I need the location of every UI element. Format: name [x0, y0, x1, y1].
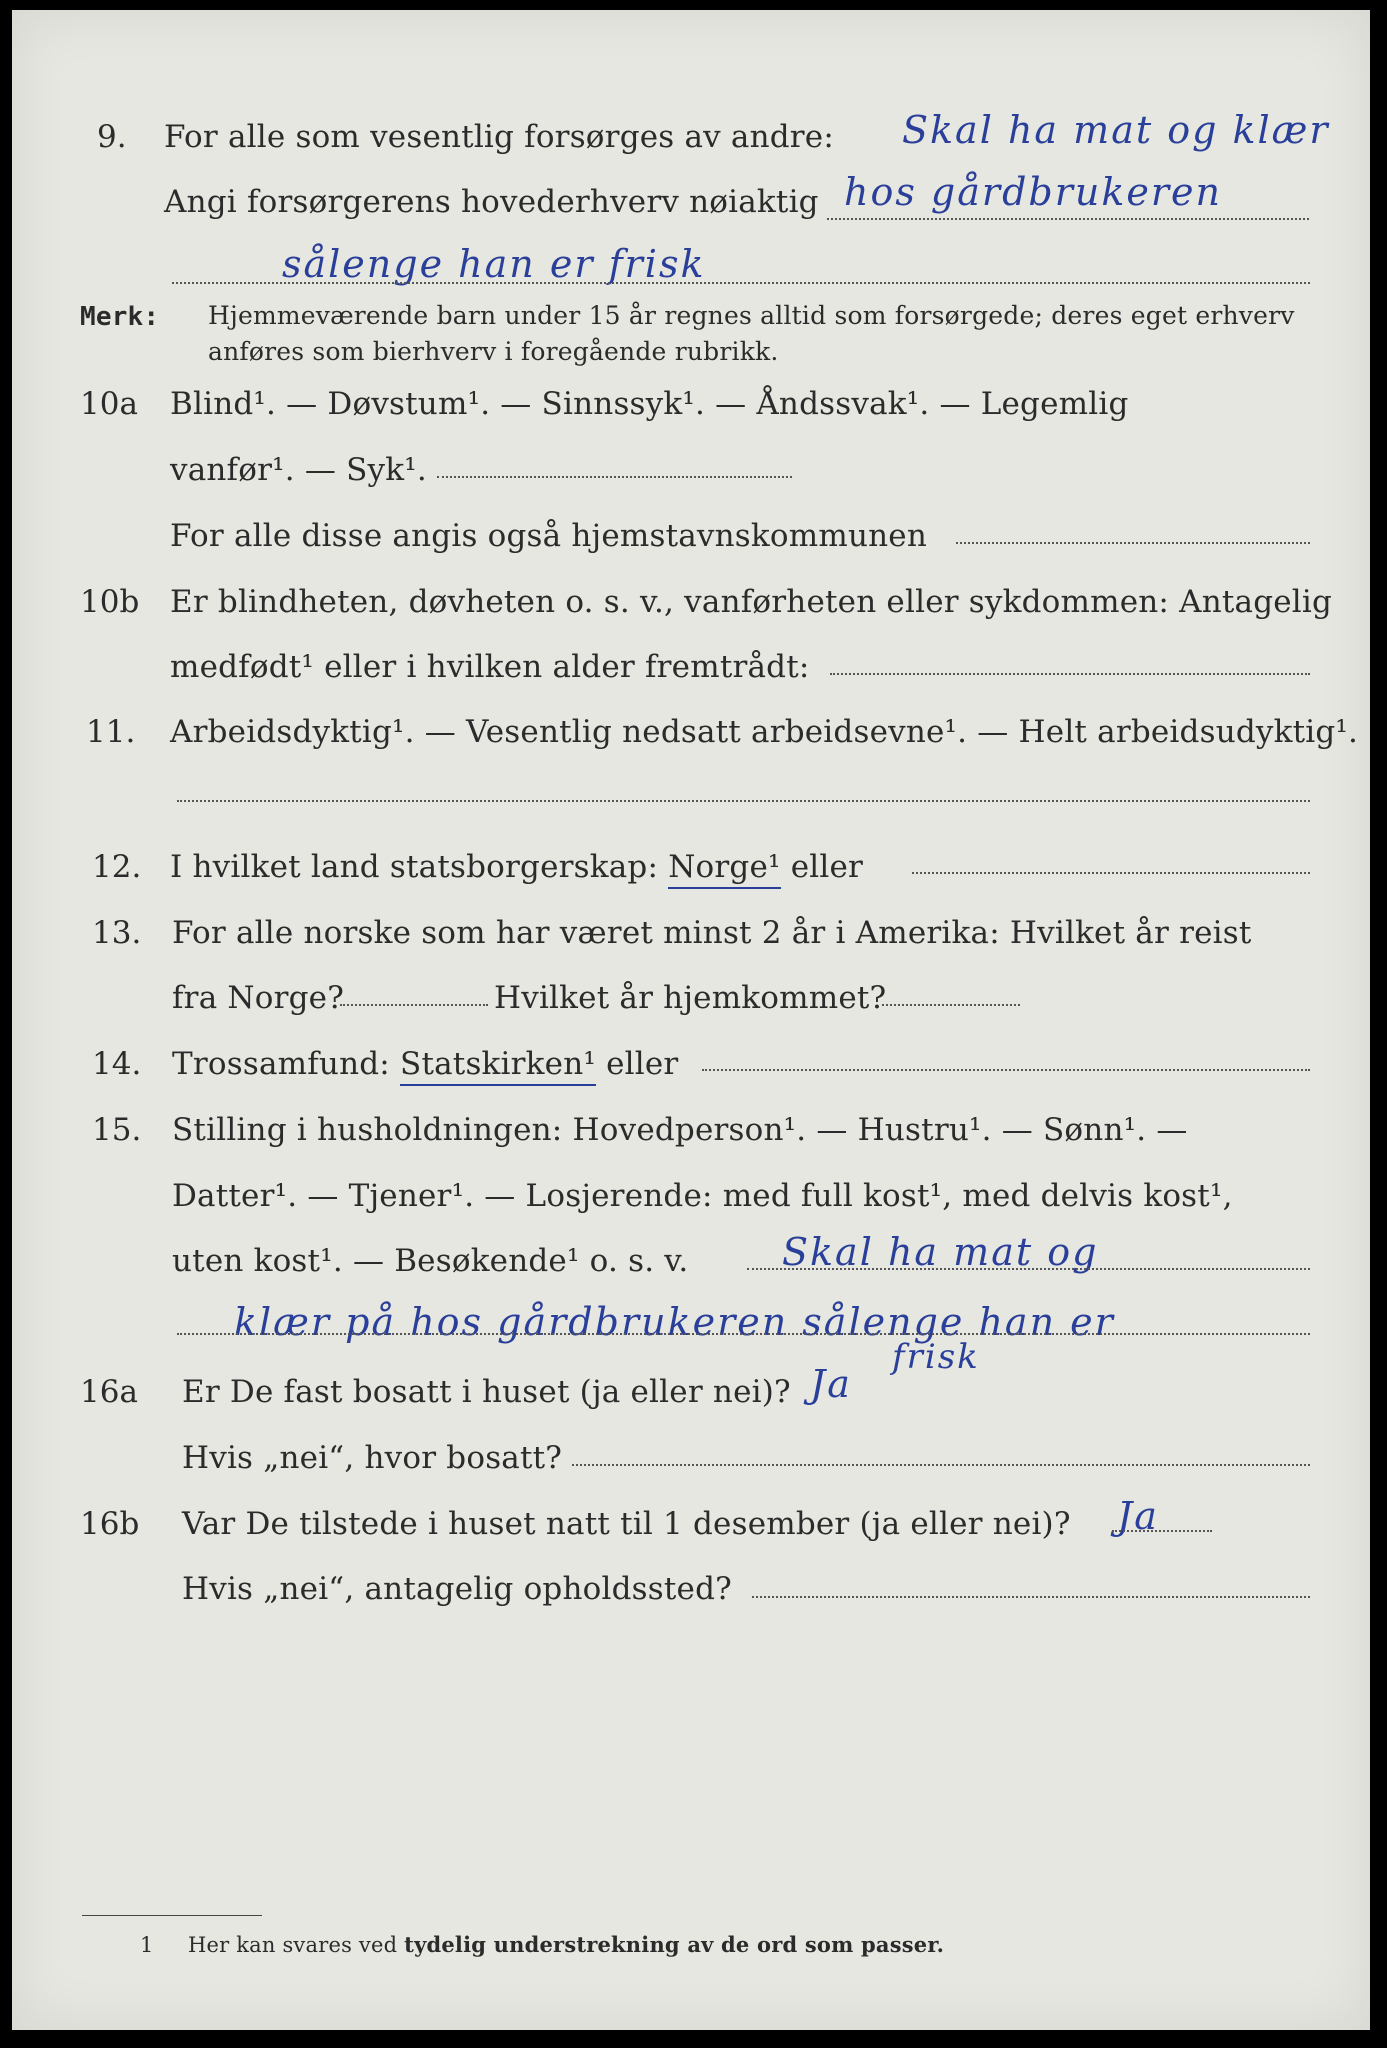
q13-line1: For alle norske som har været minst 2 år i Amerika: Hvilket år reist [172, 915, 1252, 951]
q13-dotted-line-2 [882, 1004, 1020, 1006]
q10a-dotted-line-2 [956, 542, 1310, 544]
q16b-dotted-line-2 [752, 1596, 1310, 1598]
q12-dotted-line [912, 872, 1310, 874]
q13-number: 13. [92, 915, 142, 951]
q14-underlined-answer: Statskirken¹ [400, 1046, 596, 1086]
q9-dotted-line-1 [827, 218, 1309, 220]
q15-answer3: frisk [892, 1337, 980, 1377]
q9-dotted-line-2 [172, 282, 1310, 284]
q14-dotted-line [702, 1069, 1310, 1071]
q16b-line2: Hvis „nei“, antagelig opholdssted? [182, 1571, 732, 1607]
q15-line2: Datter¹. — Tjener¹. — Losjerende: med full kost¹, med delvis kost¹, [172, 1178, 1233, 1214]
q10a-line2: vanfør¹. — Syk¹. [170, 452, 427, 488]
merk-label: Merk: [80, 302, 160, 332]
q14-prefix: Trossamfund: [172, 1046, 390, 1082]
q12-prefix: I hvilket land statsborgerskap: [170, 849, 659, 885]
q10b-number: 10b [80, 584, 140, 620]
q10b-line2: medfødt¹ eller i hvilken alder fremtrådt: [170, 649, 810, 685]
q16a-line1: Er De fast bosatt i huset (ja eller nei)? [182, 1374, 791, 1410]
q16a-line2: Hvis „nei“, hvor bosatt? [182, 1440, 563, 1476]
q10a-line1: Blind¹. — Døvstum¹. — Sinnssyk¹. — Åndssvak¹. — Legemlig [170, 386, 1129, 422]
q9-answer2: hos gårdbrukeren [844, 170, 1223, 214]
q12-underlined-answer: Norge¹ [668, 849, 780, 889]
merk-line1: Hjemmeværende barn under 15 år regnes alltid som forsørgede; deres eget erhverv [208, 301, 1295, 330]
q16b-line1: Var De tilstede i huset natt til 1 desember (ja eller nei)? [182, 1506, 1071, 1542]
q15-answer2: klær på hos gårdbrukeren sålenge han er [234, 1300, 1115, 1344]
q16a-dotted-line [572, 1464, 1310, 1466]
q10a-dotted-line-1 [437, 476, 792, 478]
q10a-line3: For alle disse angis også hjemstavnskommunen [170, 518, 927, 554]
footnote-text-bold: tydelig understrekning av de ord som passer. [404, 1932, 945, 1957]
q12-suffix: eller [790, 849, 864, 885]
footnote-text-plain: Her kan svares ved [187, 1933, 398, 1957]
q15-line1: Stilling i husholdningen: Hovedperson¹. — Hustru¹. — Sønn¹. — [172, 1112, 1188, 1148]
q9-answer1: Skal ha mat og klær [902, 108, 1330, 152]
q9-number: 9. [97, 119, 127, 155]
q10b-line1: Er blindheten, døvheten o. s. v., vanførheten eller sykdommen: Antagelig [170, 584, 1333, 620]
footnote-rule [82, 1915, 262, 1916]
q15-dotted-line-1 [747, 1268, 1310, 1270]
paper-sheet [12, 10, 1370, 2030]
q16b-number: 16b [80, 1506, 140, 1542]
q15-number: 15. [92, 1112, 142, 1148]
q16a-number: 16a [80, 1374, 138, 1410]
q14-number: 14. [92, 1046, 142, 1082]
q16b-answer: Ja [1117, 1494, 1159, 1538]
q11-dotted-line [177, 800, 1310, 802]
q10b-dotted-line [830, 673, 1310, 675]
q9-answer3: sålenge han er frisk [282, 242, 706, 286]
q12-number: 12. [92, 849, 142, 885]
q12-line [170, 847, 863, 887]
q11-line1: Arbeidsdyktig¹. — Vesentlig nedsatt arbeidsevne¹. — Helt arbeidsudyktig¹. [170, 714, 1359, 750]
q13-line2a: fra Norge? [172, 980, 345, 1016]
q16b-dotted-line-1 [1112, 1530, 1212, 1532]
q9-line2: Angi forsørgerens hovederhverv nøiaktig [164, 184, 819, 220]
q10a-number: 10a [80, 386, 138, 422]
q13-dotted-line-1 [340, 1004, 488, 1006]
footnote [140, 1925, 944, 1965]
q16a-answer: Ja [810, 1362, 852, 1406]
footnote-mark: 1 [140, 1933, 154, 1957]
q14-suffix: eller [606, 1046, 679, 1082]
q15-dotted-line-2 [177, 1333, 1310, 1335]
q9-line1: For alle som vesentlig forsørges av andre: [164, 119, 834, 155]
merk-line2: anføres som bierhverv i foregående rubrikk. [208, 337, 779, 366]
q11-number: 11. [86, 714, 136, 750]
q15-answer1: Skal ha mat og [782, 1230, 1099, 1274]
q14-line [172, 1044, 678, 1084]
q15-line3: uten kost¹. — Besøkende¹ o. s. v. [172, 1243, 689, 1279]
q13-line2b: Hvilket år hjemkommet? [494, 980, 887, 1016]
